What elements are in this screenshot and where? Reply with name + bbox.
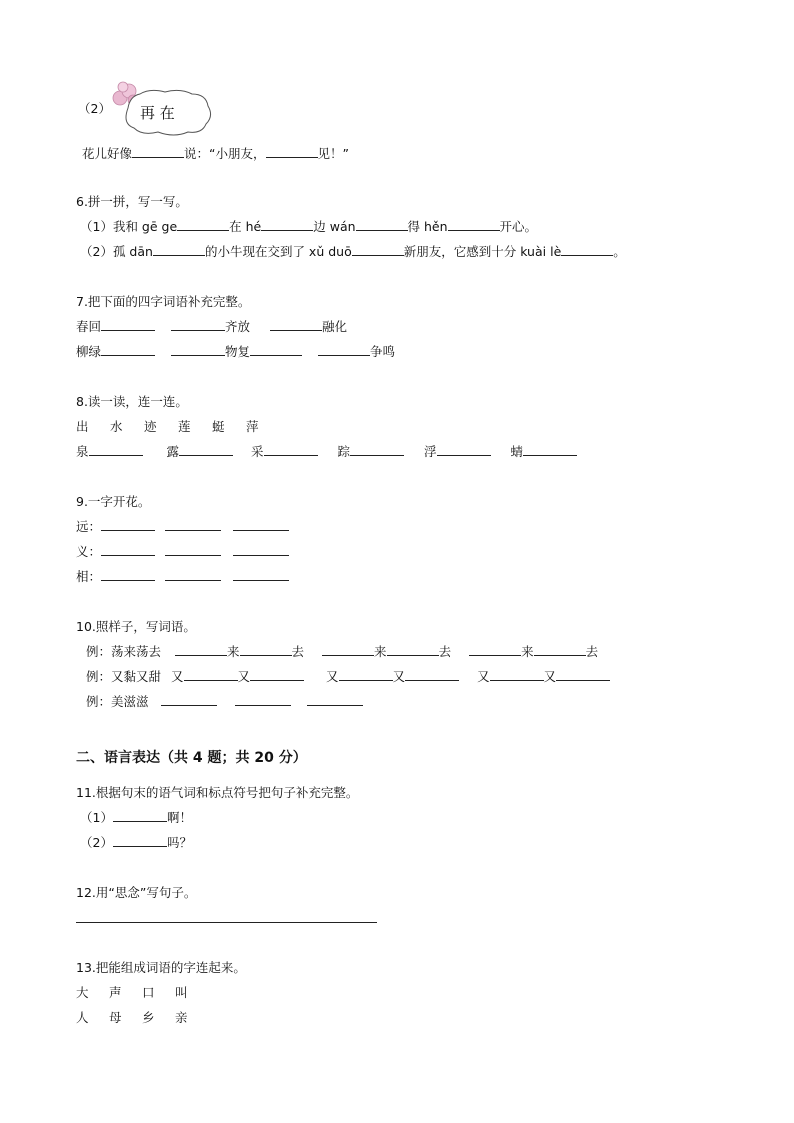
answer-blank[interactable] <box>556 667 610 681</box>
q8-title: 8.读一读，连一连。 <box>76 394 188 409</box>
char-item[interactable]: 人 <box>76 1010 89 1025</box>
q6-l1-text: 边 wán <box>313 219 356 234</box>
answer-blank[interactable] <box>233 567 289 581</box>
answer-blank[interactable] <box>101 342 155 356</box>
example-text: 例：荡来荡去 <box>86 644 162 659</box>
char-item[interactable]: 叫 <box>175 985 188 1000</box>
q9-row-label: 远： <box>76 519 102 534</box>
char-item[interactable]: 萍 <box>246 419 259 434</box>
idiom-part: 春回 <box>76 319 102 334</box>
answer-blank[interactable] <box>240 642 292 656</box>
char-item: 采 <box>251 444 264 459</box>
q6-l2-text: 。 <box>613 244 626 259</box>
answer-blank[interactable] <box>318 342 370 356</box>
q5-sentence <box>82 144 349 162</box>
q11-title: 11.根据句末的语气词和标点符号把句子补充完整。 <box>76 785 359 800</box>
char-item[interactable]: 亲 <box>175 1010 188 1025</box>
idiom-part: 物复 <box>225 344 251 359</box>
q5-sentence-pre: 花儿好像 <box>82 146 133 161</box>
char-item[interactable]: 大 <box>76 985 89 1000</box>
q9-title: 9.一字开花。 <box>76 494 151 509</box>
char-item[interactable]: 乡 <box>142 1010 155 1025</box>
q6-l2-text: 新朋友，它感到十分 kuài lè <box>403 244 562 259</box>
answer-blank[interactable] <box>307 692 363 706</box>
char-item[interactable]: 出 <box>76 419 89 434</box>
answer-blank[interactable] <box>490 667 544 681</box>
badge-text: 再 在 <box>140 104 175 122</box>
q10-row2 <box>86 667 610 685</box>
q8-top-chars <box>76 417 280 435</box>
q9-row <box>76 517 289 535</box>
q6-l1-text: 开心。 <box>499 219 538 234</box>
flower-cloud-badge <box>110 80 215 138</box>
q11-end: 啊！ <box>166 810 192 825</box>
answer-blank[interactable] <box>132 144 184 158</box>
q11-line2 <box>80 833 192 851</box>
char-item: 泉 <box>76 444 89 459</box>
answer-blank[interactable] <box>165 517 221 531</box>
word-part: 又 <box>392 669 406 684</box>
answer-blank[interactable] <box>161 692 217 706</box>
answer-blank[interactable] <box>270 317 322 331</box>
char-item[interactable]: 水 <box>110 419 123 434</box>
answer-blank[interactable] <box>233 542 289 556</box>
answer-blank[interactable] <box>250 667 304 681</box>
example-text: 例：美滋滋 <box>86 694 149 709</box>
example-text: 例：又黏又甜 <box>86 669 162 684</box>
word-part: 去 <box>438 644 452 659</box>
answer-blank[interactable] <box>523 442 577 456</box>
idiom-part: 齐放 <box>225 319 251 334</box>
answer-blank[interactable] <box>113 833 167 847</box>
q6-l2-text: （2）孤 dān <box>80 244 153 259</box>
answer-blank[interactable] <box>352 242 404 256</box>
q9-row-label: 相： <box>76 569 102 584</box>
word-part: 来 <box>227 644 240 659</box>
word-part: 又 <box>543 669 557 684</box>
answer-blank[interactable] <box>184 667 238 681</box>
char-item[interactable]: 声 <box>109 985 122 1000</box>
q7-title: 7.把下面的四字词语补充完整。 <box>76 294 251 309</box>
answer-blank[interactable] <box>250 342 302 356</box>
answer-blank[interactable] <box>266 144 318 158</box>
q11-line1 <box>80 808 192 826</box>
char-item[interactable]: 迹 <box>144 419 157 434</box>
answer-blank[interactable] <box>233 517 289 531</box>
answer-blank[interactable] <box>264 442 318 456</box>
word-part: 来 <box>521 644 534 659</box>
char-item[interactable]: 莲 <box>178 419 191 434</box>
answer-blank[interactable] <box>322 642 374 656</box>
q6-l1-text: 在 hé <box>229 219 262 234</box>
answer-blank[interactable] <box>261 217 313 231</box>
answer-blank[interactable] <box>387 642 439 656</box>
q9-row <box>76 567 289 585</box>
answer-blank[interactable] <box>437 442 491 456</box>
q6-line2 <box>80 242 626 260</box>
q11-end: 吗？ <box>166 835 192 850</box>
answer-blank[interactable] <box>165 542 221 556</box>
q10-title: 10.照样子，写词语。 <box>76 619 196 634</box>
q12-title: 12.用“思念”写句子。 <box>76 885 197 900</box>
answer-blank[interactable] <box>171 342 225 356</box>
q6-line1 <box>80 217 537 235</box>
q7-row2 <box>76 342 395 360</box>
answer-blank[interactable] <box>175 642 227 656</box>
word-part: 又 <box>477 669 490 684</box>
answer-blank[interactable] <box>89 442 143 456</box>
answer-blank[interactable] <box>177 217 229 231</box>
answer-blank[interactable] <box>179 442 233 456</box>
section-heading: 二、语言表达（共 4 题；共 20 分） <box>76 750 307 766</box>
char-item[interactable]: 口 <box>142 985 155 1000</box>
answer-blank[interactable] <box>356 217 408 231</box>
q13-top-chars <box>76 983 208 1001</box>
answer-blank[interactable] <box>405 667 459 681</box>
q7-row1 <box>76 317 347 335</box>
answer-blank[interactable] <box>171 317 225 331</box>
q6-l1-text: （1）我和 gē ge <box>80 219 178 234</box>
q10-row3 <box>86 692 363 710</box>
q9-row-label: 义： <box>76 544 102 559</box>
char-item: 踪 <box>337 444 351 459</box>
q5-sentence-end: 见！” <box>317 146 349 161</box>
q6-l1-text: 得 hěn <box>407 219 448 234</box>
answer-blank[interactable] <box>469 642 521 656</box>
char-item: 蜻 <box>510 444 524 459</box>
q5-part2-label: （2） <box>78 101 111 116</box>
q11-label: （2） <box>80 835 113 850</box>
char-item[interactable]: 蜓 <box>212 419 225 434</box>
answer-blank[interactable] <box>101 567 155 581</box>
q8-bottom-chars <box>76 442 577 460</box>
idiom-part: 柳绿 <box>76 344 102 359</box>
q11-label: （1） <box>80 810 113 825</box>
q13-title: 13.把能组成词语的字连起来。 <box>76 960 246 975</box>
answer-blank[interactable] <box>113 808 167 822</box>
sentence-answer-line[interactable] <box>76 921 377 923</box>
char-item: 浮 <box>424 444 437 459</box>
word-part: 又 <box>237 669 251 684</box>
word-part: 又 <box>171 669 184 684</box>
answer-blank[interactable] <box>561 242 613 256</box>
q10-row1 <box>86 642 598 660</box>
idiom-part: 争鸣 <box>370 344 396 359</box>
answer-blank[interactable] <box>534 642 586 656</box>
word-part: 来 <box>374 644 387 659</box>
q5-sentence-mid: 说：“小朋友， <box>184 146 266 161</box>
answer-blank[interactable] <box>101 542 155 556</box>
answer-blank[interactable] <box>101 317 155 331</box>
word-part: 去 <box>291 644 305 659</box>
answer-blank[interactable] <box>101 517 155 531</box>
q6-l2-text: 的小牛现在交到了 xǔ duō <box>204 244 352 259</box>
word-part: 又 <box>326 669 339 684</box>
char-item[interactable]: 母 <box>109 1010 122 1025</box>
char-item: 露 <box>166 444 180 459</box>
answer-blank[interactable] <box>153 242 205 256</box>
word-part: 去 <box>585 644 599 659</box>
idiom-part: 融化 <box>322 319 348 334</box>
answer-blank[interactable] <box>350 442 404 456</box>
answer-blank[interactable] <box>235 692 291 706</box>
answer-blank[interactable] <box>165 567 221 581</box>
answer-blank[interactable] <box>448 217 500 231</box>
q13-bottom-chars <box>76 1008 208 1026</box>
q9-row <box>76 542 289 560</box>
answer-blank[interactable] <box>339 667 393 681</box>
q6-title: 6.拼一拼，写一写。 <box>76 194 188 209</box>
